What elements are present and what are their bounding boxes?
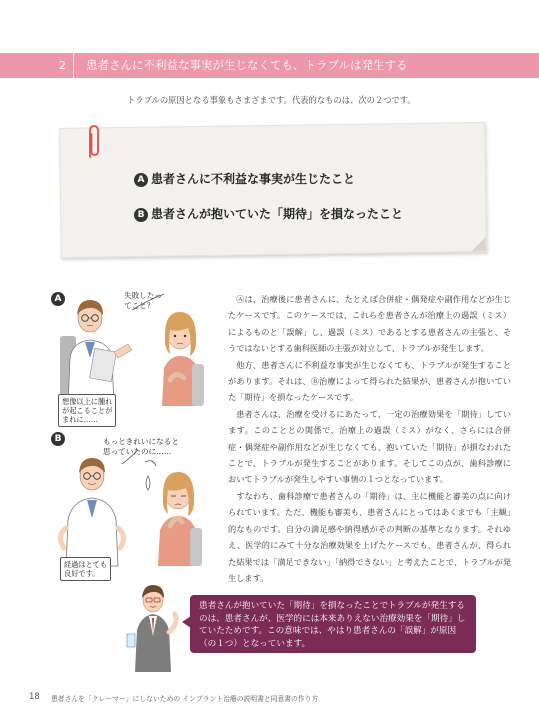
doctor-illustration [60, 458, 123, 566]
figure-a-badge: A [51, 292, 65, 306]
figure-b-patient-bubble: もっときれいになると 思っていたのに…… [103, 437, 179, 456]
note-item-b-text: 患者さんが抱いていた「期待」を損なったこと [151, 207, 404, 221]
badge-b-icon: B [134, 208, 148, 222]
intro-text: トラブルの原因となる事象もさまざまです。代表的なものは、次の２つです。 [127, 95, 416, 105]
figure-b-badge: B [51, 432, 65, 446]
callout-text: 患者さんが抱いていた「期待」を損なったことでトラブルが発生するのは、患者さんが、医学的には本来ありえない治療効果を「期待」していたためです。この意味では、やはり患者さんの「誤解」が原因（の１つ）となっています。 [199, 601, 466, 649]
note-item-a [134, 170, 355, 187]
badge-a-icon: A [134, 173, 148, 187]
paperclip-icon [84, 123, 100, 159]
body-text [228, 291, 511, 586]
body-paragraph: すなわち、歯科診療で患者さんの「期待」は、主に機能と審美の点に向けられています。ただ、機能も審美も、患者さんにとってはあくまでも「主観」的なものです。自分の満足感や納得感がその判断の基準となります。それゆえ、医学的にみて十分な治療効果を上げたケースでも、患者さんが、得られた結果では「満足できない」「納得できない」と考えたことで、トラブルが発生します。 [228, 490, 511, 583]
patient-illustration [162, 312, 204, 406]
body-paragraph: 患者さんは、治療を受けるにあたって、一定の治療効果を「期待」しています。このこととの関係で、治療上の過誤（ミス）がなく、さらには合併症・偶発症や副作用などが生じなくても、抱いていた「期待」が損なわれたことで、トラブルが発生することがあります。そしてこの点が、歯科診療においてトラブルが発生しやすい事情の１つとなっています。 [228, 408, 511, 485]
figure-a-patient-bubble: 失敗したっ てこと？ [124, 291, 162, 310]
doctor-illustration [60, 300, 132, 406]
section-number: 2 [52, 53, 74, 78]
section-title: 患者さんに不利益な事実が生じなくても、トラブルは発生する [86, 58, 408, 72]
note-card [59, 122, 487, 258]
section-header-bar [0, 53, 539, 78]
figure-a-doctor-tag: 想像以上に腫れ が起こることが まれに…… [58, 394, 116, 427]
note-item-b [134, 205, 403, 222]
note-item-a-text: 患者さんに不利益な事実が生じたこと [151, 172, 356, 186]
figure-b-illustration [52, 448, 222, 573]
page-number: 18 [29, 692, 40, 702]
patient-illustration [145, 461, 202, 566]
figure-b-doctor-tag: 経過はとても 良好です。 [60, 557, 111, 581]
note-fold-corner [472, 237, 486, 251]
body-paragraph: Ⓐは、治療後に患者さんに、たとえば合併症・偶発症や副作用などが生じたケースです。このケースでは、これらを患者さんが治療上の過誤（ミス）によるものと「誤解」し、過誤（ミス）であるとする患者さんの主張と、そうではないとする歯科医師の主張が対立して、トラブルが発生します。 [228, 294, 511, 354]
footer-text: 患者さんを「クレーマー」にしないための インプラント治療の説明書と同意書の作り方 [51, 695, 319, 703]
body-paragraph: 他方、患者さんに不利益な事実が生じなくても、トラブルが発生することがあります。それは、Ⓑ治療によって得られた結果が、患者さんが抱いていた「期待」を損なったケースです。 [228, 359, 511, 403]
speaker-illustration [125, 580, 181, 672]
